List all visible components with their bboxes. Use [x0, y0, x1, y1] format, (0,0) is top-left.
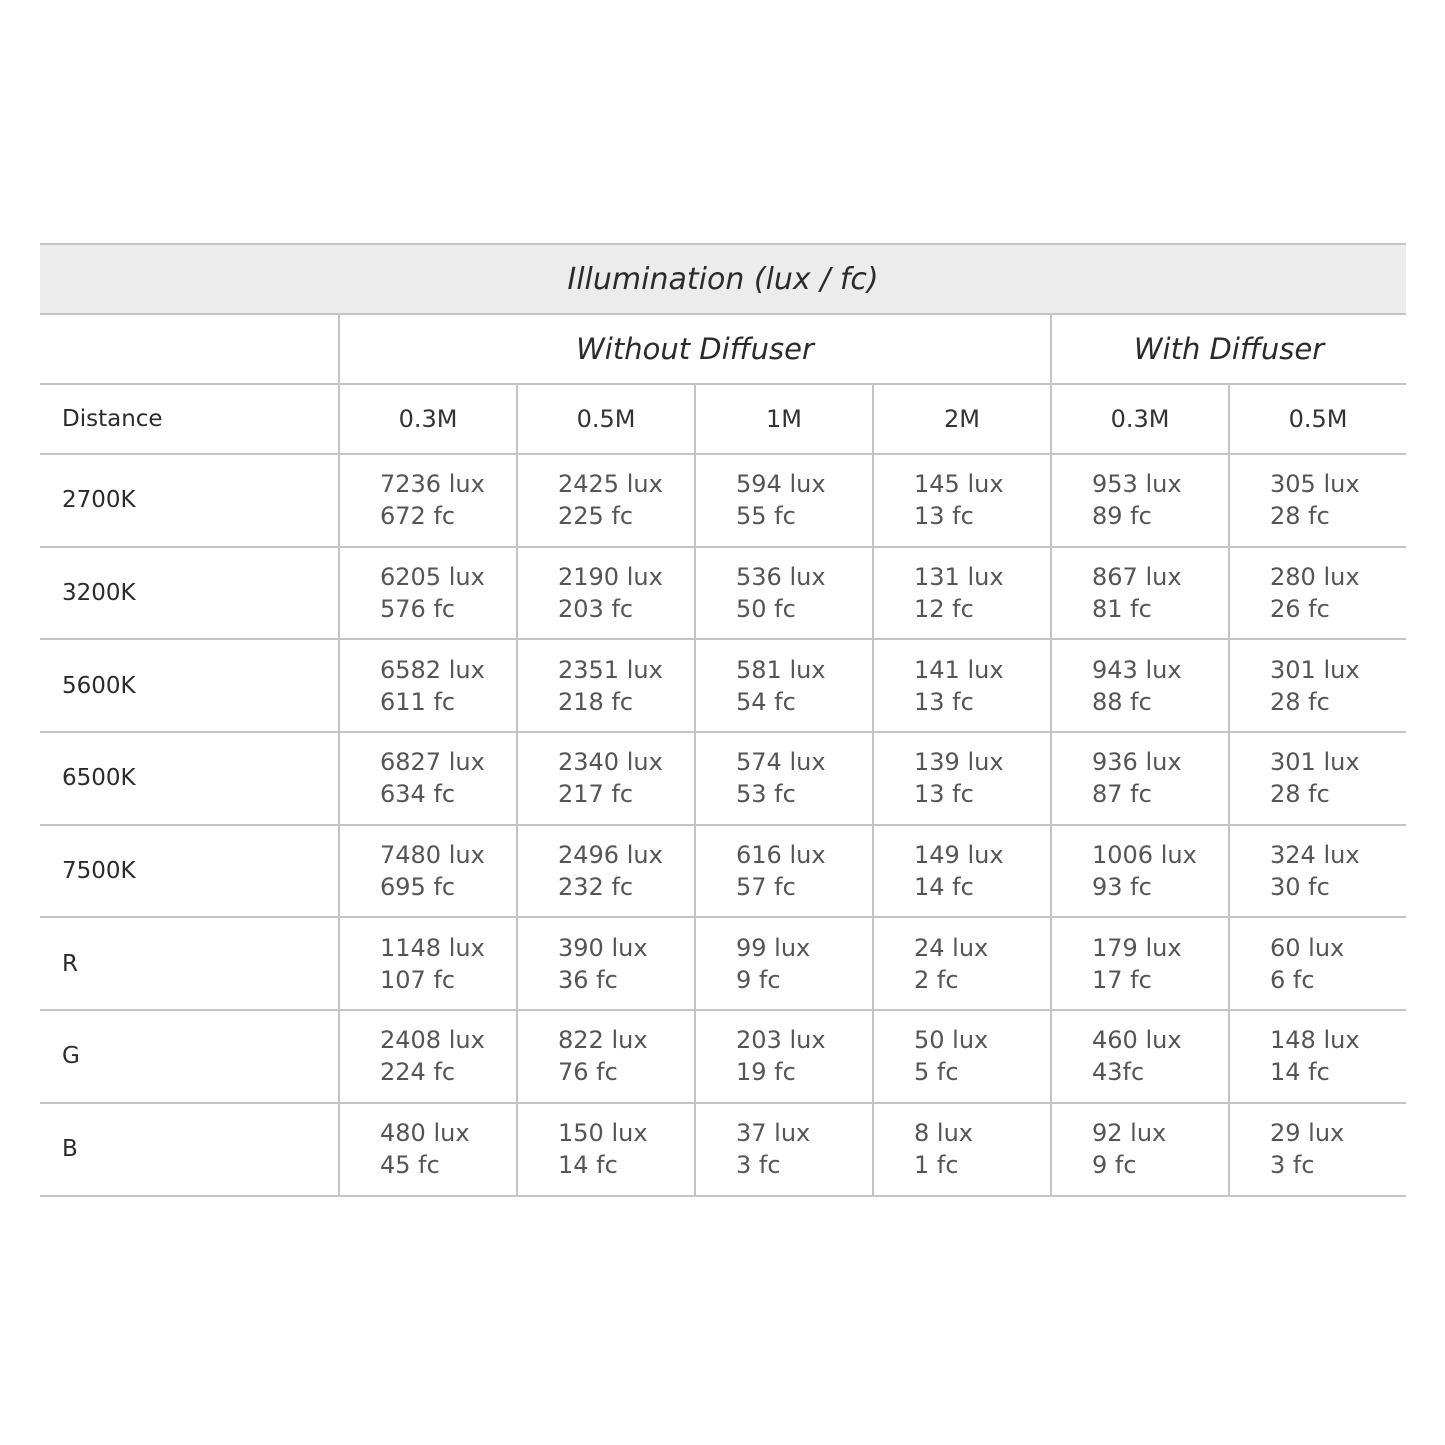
value-cell: [694, 1104, 872, 1195]
illumination-table: [40, 243, 1406, 1197]
fc-value: 14 fc: [558, 1151, 618, 1180]
value-cell: [1050, 918, 1228, 1009]
fc-value: 6 fc: [1270, 965, 1315, 994]
lux-value: 2408 lux: [380, 1026, 485, 1055]
value-cell: [338, 733, 516, 824]
fc-value: 14 fc: [914, 873, 974, 902]
value-cell: [872, 1104, 1050, 1195]
fc-value: 81 fc: [1092, 595, 1152, 624]
fc-value: 57 fc: [736, 873, 796, 902]
table-row: [40, 1011, 1406, 1104]
value-cell: [1050, 1011, 1228, 1102]
fc-value: 50 fc: [736, 595, 796, 624]
row-label: 7500K: [62, 858, 136, 885]
lux-value: 943 lux: [1092, 655, 1182, 684]
column-header: 0.3M: [1050, 385, 1228, 453]
fc-value: 28 fc: [1270, 780, 1330, 809]
lux-value: 50 lux: [914, 1026, 989, 1055]
value-cell: [872, 733, 1050, 824]
table-row: [40, 548, 1406, 641]
table-row: [40, 1104, 1406, 1197]
lux-value: 953 lux: [1092, 470, 1182, 499]
fc-value: 224 fc: [380, 1058, 456, 1087]
lux-value: 6827 lux: [380, 748, 485, 777]
lux-value: 1148 lux: [380, 933, 485, 962]
fc-value: 12 fc: [914, 595, 974, 624]
lux-value: 616 lux: [736, 841, 826, 870]
fc-value: 88 fc: [1092, 687, 1152, 716]
fc-value: 3 fc: [1270, 1151, 1315, 1180]
fc-value: 28 fc: [1270, 502, 1330, 531]
fc-value: 3 fc: [736, 1151, 781, 1180]
value-cell: [694, 548, 872, 639]
lux-value: 37 lux: [736, 1119, 811, 1148]
table-row: [40, 826, 1406, 919]
row-label: B: [62, 1136, 78, 1163]
value-cell: [1050, 455, 1228, 546]
fc-value: 576 fc: [380, 595, 456, 624]
column-header: 0.3M: [338, 385, 516, 453]
group-header-row: [40, 315, 1406, 385]
lux-value: 460 lux: [1092, 1026, 1182, 1055]
table-row: [40, 733, 1406, 826]
fc-value: 611 fc: [380, 687, 456, 716]
lux-value: 301 lux: [1270, 748, 1360, 777]
value-cell: [1050, 733, 1228, 824]
lux-value: 139 lux: [914, 748, 1004, 777]
value-cell: [872, 918, 1050, 1009]
fc-value: 672 fc: [380, 502, 456, 531]
column-header: 1M: [694, 385, 872, 453]
value-cell: [516, 1104, 694, 1195]
lux-value: 8 lux: [914, 1119, 973, 1148]
value-cell: [338, 455, 516, 546]
value-cell: [1228, 1104, 1406, 1195]
lux-value: 203 lux: [736, 1026, 826, 1055]
value-cell: [338, 826, 516, 917]
fc-value: 55 fc: [736, 502, 796, 531]
fc-value: 13 fc: [914, 780, 974, 809]
fc-value: 203 fc: [558, 595, 634, 624]
distance-header: Distance: [62, 406, 163, 432]
value-cell: [1228, 640, 1406, 731]
group-header-empty: [40, 315, 338, 383]
fc-value: 218 fc: [558, 687, 634, 716]
value-cell: [516, 733, 694, 824]
value-cell: [1228, 455, 1406, 546]
table-row: [40, 455, 1406, 548]
fc-value: 1 fc: [914, 1151, 959, 1180]
lux-value: 1006 lux: [1092, 841, 1197, 870]
lux-value: 867 lux: [1092, 563, 1182, 592]
value-cell: [338, 918, 516, 1009]
lux-value: 7236 lux: [380, 470, 485, 499]
lux-value: 2340 lux: [558, 748, 663, 777]
value-cell: [872, 455, 1050, 546]
lux-value: 24 lux: [914, 933, 989, 962]
value-cell: [1050, 1104, 1228, 1195]
value-cell: [872, 548, 1050, 639]
table-body: [40, 455, 1406, 1197]
value-cell: [1228, 1011, 1406, 1102]
value-cell: [694, 640, 872, 731]
lux-value: 145 lux: [914, 470, 1004, 499]
lux-value: 7480 lux: [380, 841, 485, 870]
lux-value: 6582 lux: [380, 655, 485, 684]
value-cell: [516, 640, 694, 731]
value-cell: [516, 826, 694, 917]
value-cell: [694, 1011, 872, 1102]
column-header: 0.5M: [1228, 385, 1406, 453]
fc-value: 9 fc: [1092, 1151, 1137, 1180]
fc-value: 225 fc: [558, 502, 634, 531]
fc-value: 107 fc: [380, 965, 456, 994]
value-cell: [872, 640, 1050, 731]
value-cell: [1050, 548, 1228, 639]
lux-value: 574 lux: [736, 748, 826, 777]
value-cell: [694, 733, 872, 824]
fc-value: 54 fc: [736, 687, 796, 716]
value-cell: [694, 826, 872, 917]
row-label: 3200K: [62, 580, 136, 607]
lux-value: 324 lux: [1270, 841, 1360, 870]
column-header: 2M: [872, 385, 1050, 453]
lux-value: 822 lux: [558, 1026, 648, 1055]
lux-value: 99 lux: [736, 933, 811, 962]
lux-value: 301 lux: [1270, 655, 1360, 684]
lux-value: 29 lux: [1270, 1119, 1345, 1148]
lux-value: 131 lux: [914, 563, 1004, 592]
fc-value: 17 fc: [1092, 965, 1152, 994]
fc-value: 36 fc: [558, 965, 618, 994]
row-label: R: [62, 950, 78, 977]
value-cell: [516, 548, 694, 639]
fc-value: 5 fc: [914, 1058, 959, 1087]
lux-value: 536 lux: [736, 563, 826, 592]
fc-value: 232 fc: [558, 873, 634, 902]
value-cell: [1050, 826, 1228, 917]
fc-value: 9 fc: [736, 965, 781, 994]
fc-value: 19 fc: [736, 1058, 796, 1087]
fc-value: 217 fc: [558, 780, 634, 809]
fc-value: 30 fc: [1270, 873, 1330, 902]
fc-value: 76 fc: [558, 1058, 618, 1087]
lux-value: 594 lux: [736, 470, 826, 499]
lux-value: 149 lux: [914, 841, 1004, 870]
lux-value: 581 lux: [736, 655, 826, 684]
lux-value: 60 lux: [1270, 933, 1345, 962]
table-row: [40, 640, 1406, 733]
fc-value: 634 fc: [380, 780, 456, 809]
row-label: 2700K: [62, 487, 136, 514]
lux-value: 2496 lux: [558, 841, 663, 870]
fc-value: 87 fc: [1092, 780, 1152, 809]
row-label: 5600K: [62, 672, 136, 699]
value-cell: [1050, 640, 1228, 731]
fc-value: 2 fc: [914, 965, 959, 994]
fc-value: 13 fc: [914, 502, 974, 531]
fc-value: 53 fc: [736, 780, 796, 809]
lux-value: 305 lux: [1270, 470, 1360, 499]
table-row: [40, 918, 1406, 1011]
lux-value: 2190 lux: [558, 563, 663, 592]
value-cell: [338, 640, 516, 731]
lux-value: 936 lux: [1092, 748, 1182, 777]
group-without-diffuser: Without Diffuser: [338, 315, 1050, 383]
value-cell: [1228, 733, 1406, 824]
value-cell: [338, 548, 516, 639]
column-header: 0.5M: [516, 385, 694, 453]
lux-value: 92 lux: [1092, 1119, 1167, 1148]
fc-value: 45 fc: [380, 1151, 440, 1180]
fc-value: 13 fc: [914, 687, 974, 716]
fc-value: 695 fc: [380, 873, 456, 902]
value-cell: [516, 455, 694, 546]
fc-value: 43fc: [1092, 1058, 1145, 1087]
value-cell: [1228, 548, 1406, 639]
lux-value: 148 lux: [1270, 1026, 1360, 1055]
lux-value: 280 lux: [1270, 563, 1360, 592]
fc-value: 89 fc: [1092, 502, 1152, 531]
column-header-row: [40, 385, 1406, 455]
table-title: Illumination (lux / fc): [40, 243, 1406, 315]
row-label: G: [62, 1043, 80, 1070]
lux-value: 179 lux: [1092, 933, 1182, 962]
value-cell: [694, 918, 872, 1009]
lux-value: 150 lux: [558, 1119, 648, 1148]
lux-value: 6205 lux: [380, 563, 485, 592]
fc-value: 93 fc: [1092, 873, 1152, 902]
lux-value: 141 lux: [914, 655, 1004, 684]
value-cell: [1228, 918, 1406, 1009]
fc-value: 26 fc: [1270, 595, 1330, 624]
value-cell: [516, 1011, 694, 1102]
fc-value: 14 fc: [1270, 1058, 1330, 1087]
value-cell: [338, 1011, 516, 1102]
lux-value: 2425 lux: [558, 470, 663, 499]
value-cell: [872, 1011, 1050, 1102]
value-cell: [516, 918, 694, 1009]
lux-value: 480 lux: [380, 1119, 470, 1148]
value-cell: [694, 455, 872, 546]
row-label: 6500K: [62, 765, 136, 792]
group-with-diffuser: With Diffuser: [1050, 315, 1406, 383]
lux-value: 390 lux: [558, 933, 648, 962]
value-cell: [1228, 826, 1406, 917]
value-cell: [338, 1104, 516, 1195]
lux-value: 2351 lux: [558, 655, 663, 684]
fc-value: 28 fc: [1270, 687, 1330, 716]
value-cell: [872, 826, 1050, 917]
